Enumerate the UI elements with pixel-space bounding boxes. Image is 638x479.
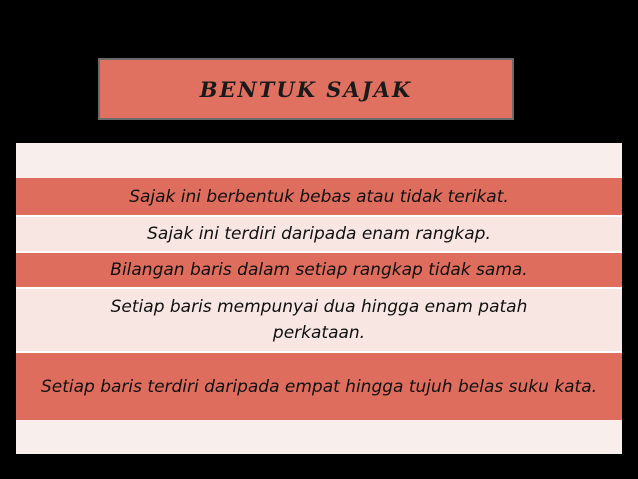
table-footer-row xyxy=(16,422,622,454)
row-text: Setiap baris mempunyai dua hingga enam patah perkataan. xyxy=(110,297,528,343)
title-box xyxy=(98,58,514,120)
row-text: Sajak ini terdiri daripada enam rangkap. xyxy=(147,224,491,244)
table-row xyxy=(16,353,622,420)
row-text: Setiap baris terdiri daripada empat hingga tujuh belas suku kata. xyxy=(40,376,598,397)
row-text: Bilangan baris dalam setiap rangkap tidak sama. xyxy=(110,260,528,280)
table-row xyxy=(16,178,622,215)
row-text: Sajak ini berbentuk bebas atau tidak terikat. xyxy=(129,186,509,207)
table-header-row xyxy=(16,143,622,176)
table-row xyxy=(16,289,622,351)
table-row xyxy=(16,253,622,287)
table-row xyxy=(16,217,622,251)
content-table xyxy=(16,143,622,454)
slide-title: BENTUK SAJAK xyxy=(199,76,413,102)
